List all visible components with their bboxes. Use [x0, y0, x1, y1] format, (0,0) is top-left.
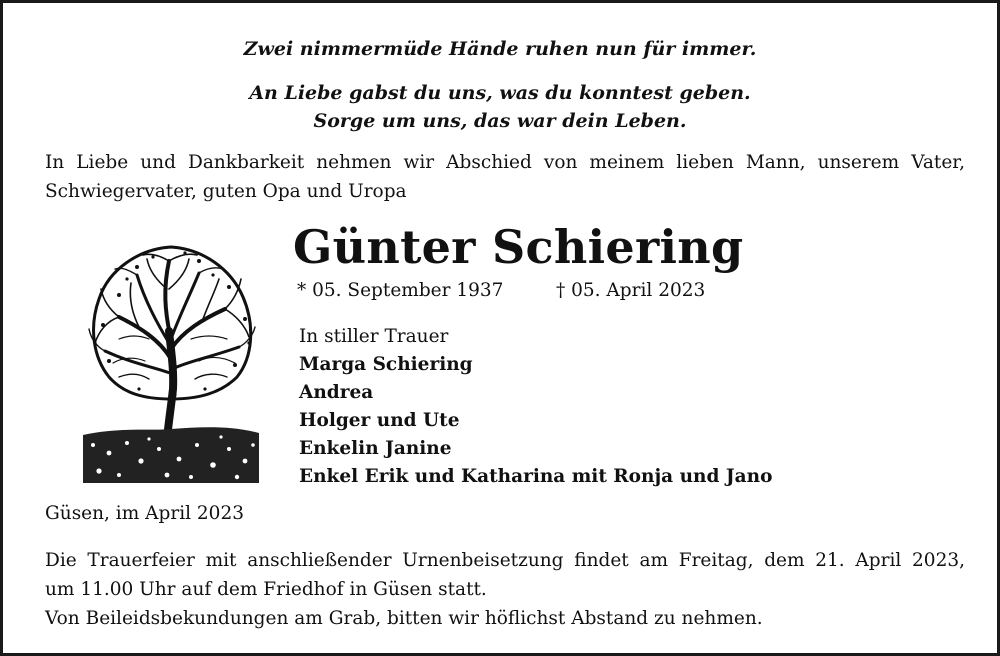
- death-date: † 05. April 2023: [556, 280, 706, 301]
- mourner-name: Holger und Ute: [299, 410, 460, 431]
- birth-date: * 05. September 1937: [297, 280, 504, 301]
- quote-line-2: An Liebe gabst du uns, was du konntest geben.: [249, 82, 751, 104]
- mourner-name: Enkel Erik und Katharina mit Ronja und Jano: [299, 466, 773, 487]
- mourner-name: Andrea: [299, 382, 374, 403]
- quote-line-1: Zwei nimmermüde Hände ruhen nun für immer.: [243, 38, 757, 60]
- mourner-name: Marga Schiering: [299, 354, 473, 375]
- service-line-1: Die Trauerfeier mit anschließender Urnenbeisetzung findet am Freitag, dem 21. April 2023,: [45, 550, 965, 571]
- quote-line-3: Sorge um uns, das war dein Leben.: [313, 110, 687, 132]
- mourner-name: Enkelin Janine: [299, 438, 452, 459]
- service-info: [45, 546, 965, 633]
- intro-line-2: Schwiegervater, guten Opa und Uropa: [45, 181, 407, 202]
- service-line-3: Von Beileidsbekundungen am Grab, bitten wir höflichst Abstand zu nehmen.: [45, 608, 763, 629]
- intro-text: [45, 148, 965, 206]
- intro-line-1: In Liebe und Dankbarkeit nehmen wir Abschied von meinem lieben Mann, unserem Vater,: [45, 152, 965, 173]
- mourners-lead: In stiller Trauer: [299, 326, 449, 347]
- service-line-2: um 11.00 Uhr auf dem Friedhof in Güsen statt.: [45, 579, 487, 600]
- tree-icon: [79, 239, 263, 487]
- deceased-name: Günter Schiering: [293, 220, 744, 274]
- mourners-list: [299, 323, 772, 491]
- place-and-date: Güsen, im April 2023: [45, 503, 244, 524]
